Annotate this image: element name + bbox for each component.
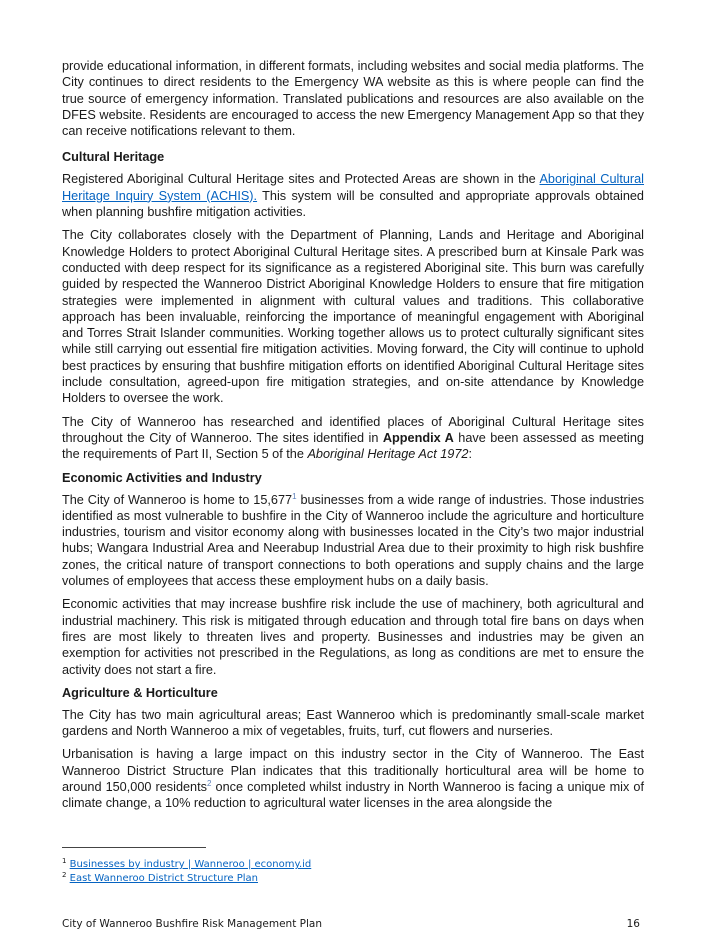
heading-economic-activities: Economic Activities and Industry (62, 470, 262, 485)
footnote-ref-1[interactable]: 1 (292, 491, 297, 501)
heading-agriculture-horticulture: Agriculture & Horticulture (62, 685, 218, 700)
footnote-2: $^2$ East Wanneroo District Structure Plan (62, 871, 258, 884)
cultural-heritage-paragraph-2: The City collaborates closely with the Department of Planning, Lands and Heritage and Aboriginal Knowledge Holders to protect Aboriginal Cultural Heritage sites. A prescribed burn at Kinsale Park was conducted with deep respect for its significance as a registered Aboriginal site. This burn was carefully guided by respected the Wanneroo District Aboriginal Knowledge Holders to ensure that fire mitigation strategies were implemented in alignment with cultural values and traditions. This collaborative approach has been invaluable, reinforcing the importance of meaningful engagement with Aboriginal and Torres Strait Islander communities. Working together allows us to protect culturally significant sites while still carrying out essential fire mitigation activities. Moving forward, the City will continue to uphold best practices by ensuring that bushfire mitigation efforts on identified Aboriginal Cultural Heritage sites include consultation, agreed-upon fire mitigation strategies, and on-site attendance by Knowledge Holders to oversee the work. (62, 228, 644, 406)
footnote-divider (62, 847, 206, 848)
page-body (62, 58, 644, 819)
page-number: 16 (626, 918, 640, 930)
heading-cultural-heritage: Cultural Heritage (62, 150, 165, 165)
agriculture-paragraph-2: Urbanisation is having a large impact on this industry sector in the City of Wanneroo. The East Wanneroo District Structure Plan indicates that this traditionally horticultural area will be home to around 150,000 residents$^2$ once completed whilst industry in North Wanneroo is facing a unique mix of climate change, a 10% reduction to agricultural water licenses in the area alongside the (62, 747, 644, 811)
footnote-1-link[interactable]: Businesses by industry | Wanneroo | economy.id (69, 859, 312, 870)
footnote-2-link[interactable]: East Wanneroo District Structure Plan (69, 873, 258, 884)
footnote-1: $^1$ Businesses by industry | Wanneroo | economy.id (62, 857, 312, 870)
economic-paragraph-1: The City of Wanneroo is home to 15,677$^1$ businesses from a wide range of industries. Those industries identified as most vulnerable to bushfire in the City of Wanneroo include the agriculture and horticulture industries, tourism and visitor economy along with businesses located in the City’s two major industrial hubs; Wangara Industrial Area and Neerabup Industrial Area due to their proximity to high risk bushfire zones, the critical nature of transport connections to both operations and supply chains and the large volumes of employees that access these employment hubs on a daily basis. (62, 491, 644, 589)
footnote-ref-2[interactable]: 2 (207, 778, 212, 788)
footnotes (62, 847, 644, 886)
footer-title: City of Wanneroo Bushfire Risk Management Plan (62, 918, 322, 930)
page-footer (62, 918, 640, 930)
cultural-heritage-paragraph-3: The City of Wanneroo has researched and identified places of Aboriginal Cultural Heritage sites throughout the City of Wanneroo. The sites identified in Appendix A have been assessed as meeting the requirements of Part II, Section 5 of the Aboriginal Heritage Act 1972: (62, 414, 644, 462)
cultural-heritage-paragraph-1: Registered Aboriginal Cultural Heritage sites and Protected Areas are shown in the Aboriginal Cultural Heritage Inquiry System (ACHIS). This system will be consulted and appropriate approvals obtained when planning bushfire mitigation activities. (62, 172, 645, 220)
achis-link[interactable]: Aboriginal Cultural Heritage Inquiry System (ACHIS). (62, 172, 645, 203)
intro-paragraph: provide educational information, in different formats, including websites and social media platforms. The City continues to direct residents to the Emergency WA website as this is where people can find the true source of emergency information. Translated publications and resources are also available on the DFES website. Residents are encouraged to access the new Emergency Management App so that they can receive notifications relevant to them. (62, 59, 644, 139)
agriculture-paragraph-1: The City has two main agricultural areas; East Wanneroo which is predominantly small-scale market gardens and North Wanneroo a mix of vegetables, fruits, turf, cut flowers and nurseries. (62, 707, 644, 739)
economic-paragraph-2: Economic activities that may increase bushfire risk include the use of machinery, both agricultural and industrial machinery. This risk is mitigated through education and through total fire bans on days when fires are most likely to threaten lives and property. Businesses and industries may be given an exemption for activities not prescribed in the Regulations, as long as conditions are met to ensure the activity does not start a fire. (62, 597, 644, 677)
